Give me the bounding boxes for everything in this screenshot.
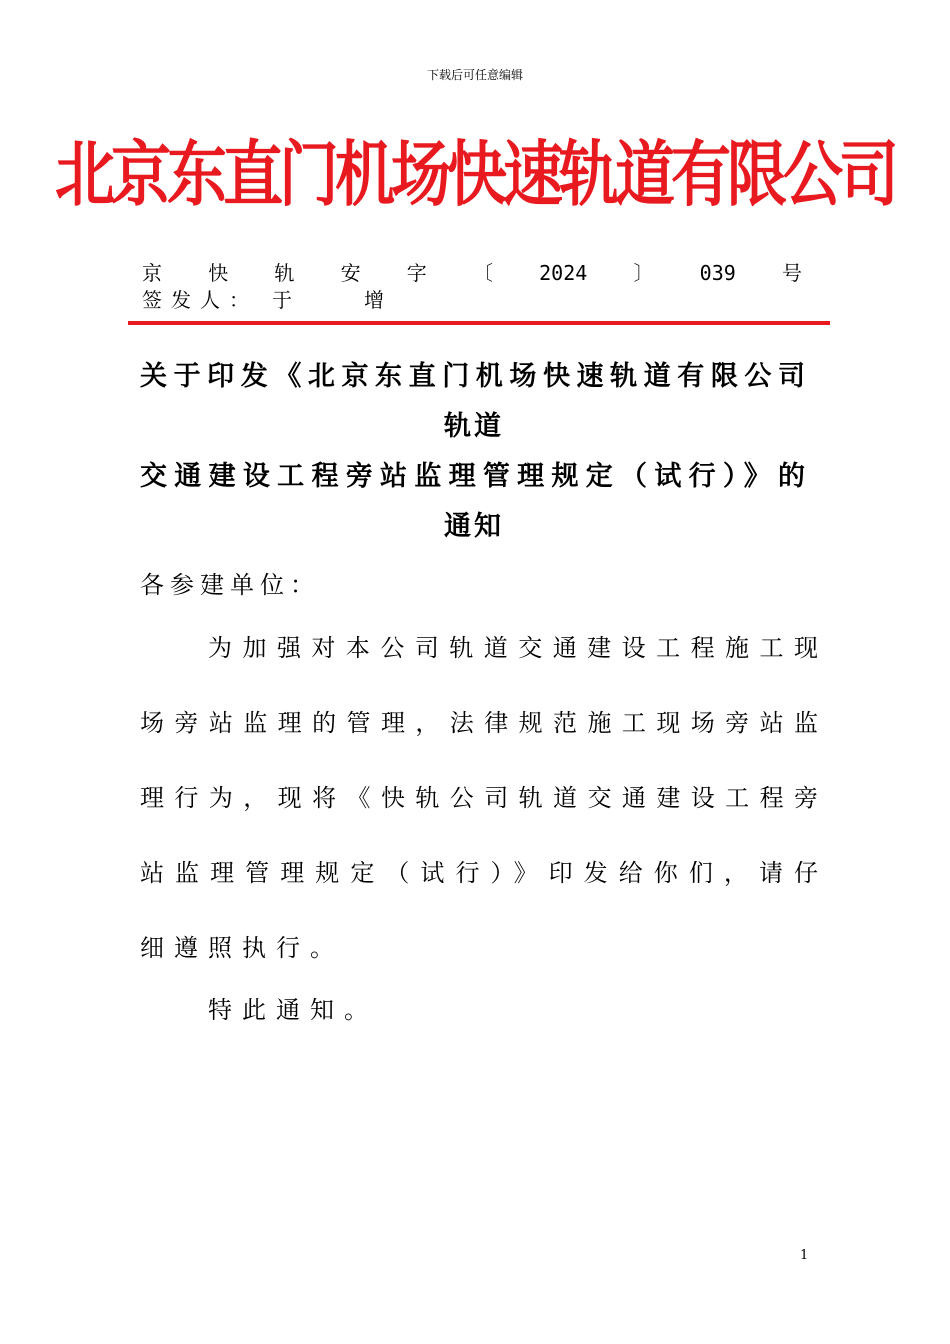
docno-part: 号 [781, 261, 802, 285]
docno-part: 快 [208, 261, 229, 285]
title-line: 交通建设工程旁站监理管理规定（试行）》的 [140, 461, 808, 492]
document-title [140, 352, 808, 552]
issuer-line [142, 288, 384, 312]
red-divider [128, 321, 830, 325]
page-number: 1 [800, 1248, 809, 1263]
document-number [142, 261, 802, 285]
salutation: 各参建单位： [140, 571, 320, 599]
docno-part: 〕 [633, 261, 654, 285]
body-paragraph [140, 611, 818, 986]
docno-part: 〔 [472, 261, 493, 285]
body-line: 细遵照执行。 [140, 934, 344, 962]
issuer-name-first: 于 [272, 288, 292, 312]
body-line: 站监理管理规定（试行）》印发给你们，请仔 [140, 859, 818, 887]
title-line: 关于印发《北京东直门机场快速轨道有限公司 [140, 361, 808, 392]
body-line: 为加强对本公司轨道交通建设工程施工现 [208, 634, 818, 662]
docno-part: 字 [406, 261, 427, 285]
docno-part: 安 [340, 261, 361, 285]
docno-serial: 039 [699, 261, 736, 285]
closing-text: 特此通知。 [208, 996, 378, 1024]
title-line: 通知 [444, 511, 504, 542]
docno-year: 2024 [539, 261, 588, 285]
docno-part: 京 [142, 261, 162, 285]
issuer-name-second: 增 [364, 288, 384, 312]
docno-part: 轨 [274, 261, 295, 285]
body-line: 理行为，现将《快轨公司轨道交通建设工程旁 [140, 784, 818, 812]
organization-name: 北京东直门机场快速轨道有限公司 [55, 133, 895, 217]
header-note: 下载后可任意编辑 [426, 68, 523, 82]
body-line: 场旁站监理的管理，法律规范施工现场旁站监 [140, 709, 818, 737]
issuer-label: 签发人： [142, 288, 258, 312]
title-line: 轨道 [444, 411, 504, 442]
